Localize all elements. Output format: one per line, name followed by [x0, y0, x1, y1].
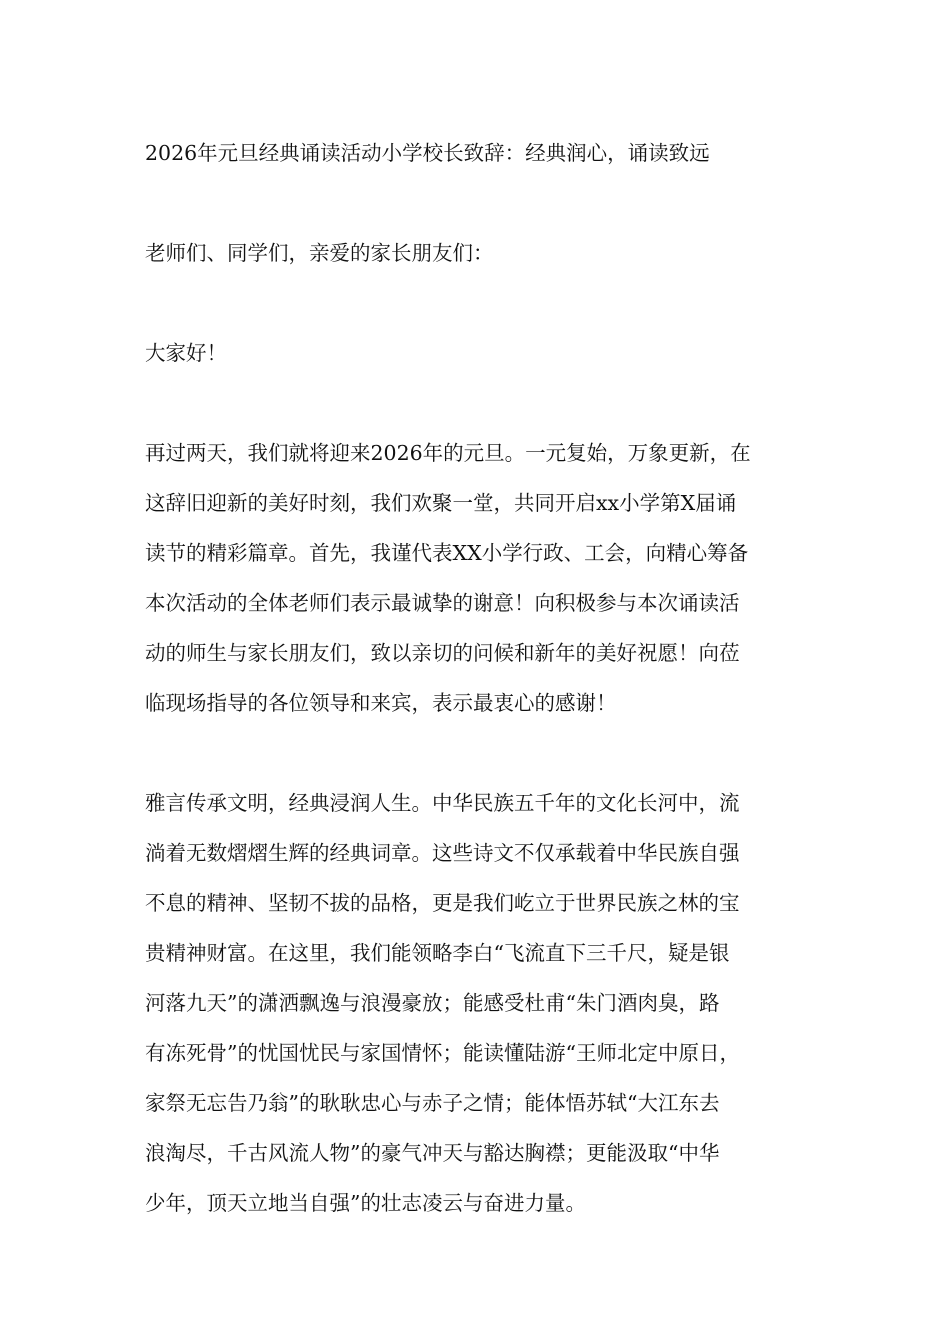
greeting: 大家好！ [145, 341, 227, 365]
paragraph-line: 河落九天”的潇洒飘逸与浪漫豪放；能感受杜甫“朱门酒肉臭，路 [145, 991, 720, 1015]
paragraph-line: 临现场指导的各位领导和来宾，表示最衷心的感谢！ [145, 691, 617, 715]
document-body [145, 128, 825, 1228]
paragraph-line: 少年，顶天立地当自强”的壮志凌云与奋进力量。 [145, 1191, 586, 1215]
paragraph-line: 家祭无忘告乃翁”的耿耿忠心与赤子之情；能体悟苏轼“大江东去 [145, 1091, 720, 1115]
paragraph-line: 再过两天，我们就将迎来2026年的元旦。一元复始，万象更新，在 [145, 441, 751, 465]
salutation: 老师们、同学们，亲爱的家长朋友们： [145, 241, 494, 265]
paragraph-2 [145, 778, 825, 1228]
paragraph-line: 浪淘尽，千古风流人物”的豪气冲天与豁达胸襟；更能汲取“中华 [145, 1141, 720, 1165]
paragraph-line: 动的师生与家长朋友们，致以亲切的问候和新年的美好祝愿！向莅 [145, 641, 740, 665]
paragraph-line: 本次活动的全体老师们表示最诚挚的谢意！向积极参与本次诵读活 [145, 591, 740, 615]
paragraph-line: 不息的精神、坚韧不拔的品格，更是我们屹立于世界民族之林的宝 [145, 891, 740, 915]
document-title: 2026年元旦经典诵读活动小学校长致辞：经典润心，诵读致远 [145, 141, 710, 165]
paragraph-line: 这辞旧迎新的美好时刻，我们欢聚一堂，共同开启xx小学第X届诵 [145, 491, 737, 515]
paragraph-line: 贵精神财富。在这里，我们能领略李白“飞流直下三千尺，疑是银 [145, 941, 730, 965]
paragraph-line: 淌着无数熠熠生辉的经典词章。这些诗文不仅承载着中华民族自强 [145, 841, 740, 865]
paragraph-1 [145, 428, 825, 728]
paragraph-line: 雅言传承文明，经典浸润人生。中华民族五千年的文化长河中，流 [145, 791, 740, 815]
paragraph-line: 有冻死骨”的忧国忧民与家国情怀；能读懂陆游“王师北定中原日， [145, 1041, 740, 1065]
paragraph-line: 读节的精彩篇章。首先，我谨代表XX小学行政、工会，向精心筹备 [145, 541, 749, 565]
